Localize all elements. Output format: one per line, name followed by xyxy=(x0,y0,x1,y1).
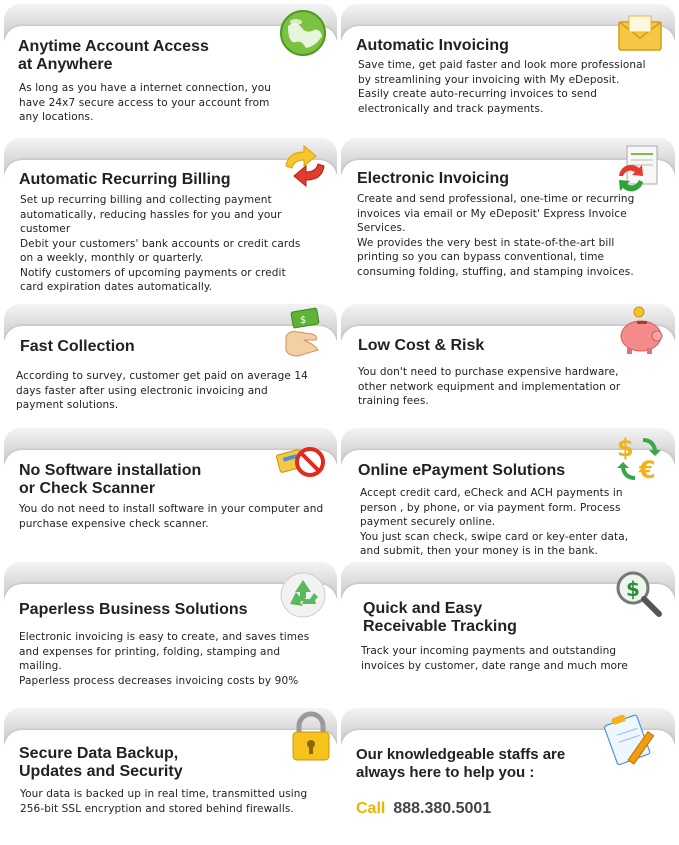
card-description: Track your incoming payments and outstanding invoices by customer, date range and much more xyxy=(361,645,628,672)
clipboard-pen-icon xyxy=(603,710,665,772)
globe-icon xyxy=(276,6,330,60)
feature-card-recurring-billing xyxy=(4,138,337,300)
svg-text:$: $ xyxy=(617,434,634,462)
feature-card-paperless xyxy=(4,562,337,704)
card-description: As long as you have a internet connection, you have 24x7 secure access to your account from any locations. xyxy=(19,82,272,123)
no-software-icon xyxy=(274,434,328,488)
card-title: No Software installation or Check Scanner xyxy=(19,462,202,497)
card-description: You do not need to install software in your computer and purchase expensive check scanner. xyxy=(19,503,324,530)
money-hand-icon xyxy=(276,306,330,360)
card-description: Set up recurring billing and collecting payment automatically, reducing hassles for you and your customer Debit your customers' bank accounts or credit cards on a weekly, monthly or quarterly. Notify customers of upcoming payments or credit card expiration dates automatically. xyxy=(20,194,301,293)
call-label: Call xyxy=(356,800,386,817)
recycle-icon xyxy=(276,568,330,622)
call-line xyxy=(356,800,491,818)
card-description: You don't need to purchase expensive hardware, other network equipment and implementation or training fees. xyxy=(358,366,621,407)
card-title: Automatic Recurring Billing xyxy=(19,171,231,188)
invoice-refresh-icon xyxy=(611,142,665,196)
card-description: Create and send professional, one-time or recurring invoices via email or My eDeposit' Express Invoice Services. We provides the very best in state-of-the-art bill printing so you can bypass conventional, time consuming folding, stuffing, and stamping invoices. xyxy=(357,193,635,278)
feature-card-automatic-invoicing xyxy=(341,4,675,134)
card-title: Low Cost & Risk xyxy=(358,337,485,354)
card-description: Accept credit card, eCheck and ACH payments in person , by phone, or via payment form. Process payment securely online. You just scan check, swipe card or key-enter data, and submit, then your money is in the bank. xyxy=(360,487,629,557)
card-title: Electronic Invoicing xyxy=(357,170,510,187)
card-description: According to survey, customer get paid on average 14 days faster after using electronic invoicing and payment solutions. xyxy=(16,370,308,411)
card-description: Your data is backed up in real time, transmitted using 256-bit SSL encryption and stored behind firewalls. xyxy=(20,788,308,815)
card-title: Paperless Business Solutions xyxy=(19,601,248,618)
contact-card xyxy=(341,708,675,845)
feature-card-online-epayment xyxy=(341,428,675,558)
svg-text:€: € xyxy=(639,456,656,484)
envelope-icon xyxy=(613,8,667,62)
contact-heading: Our knowledgeable staffs are always here to help you : xyxy=(356,746,566,781)
phone-number[interactable]: 888.380.5001 xyxy=(393,800,492,817)
svg-text:$: $ xyxy=(626,577,640,601)
piggy-bank-icon xyxy=(613,306,667,360)
card-title: Anytime Account Access at Anywhere xyxy=(18,38,209,73)
card-title: Secure Data Backup, Updates and Security xyxy=(19,745,183,780)
feature-card-fast-collection xyxy=(4,304,337,424)
svg-text:$: $ xyxy=(300,315,307,326)
card-title: Automatic Invoicing xyxy=(356,37,509,54)
card-description: Electronic invoicing is easy to create, and saves times and expenses for printing, folding, stamping and mailing. Paperless process decreases invoicing costs by 90% xyxy=(19,631,310,687)
card-title: Online ePayment Solutions xyxy=(358,462,566,479)
card-title: Quick and Easy Receivable Tracking xyxy=(363,600,517,635)
card-title: Fast Collection xyxy=(20,338,135,355)
card-description: Save time, get paid faster and look more professional by streamlining your invoicing with My eDeposit. Easily create auto-recurring invoices to send electronically and track payments. xyxy=(358,59,646,115)
dollar-magnifier-icon xyxy=(611,568,665,622)
feature-card-electronic-invoicing xyxy=(341,138,675,300)
recurring-arrows-icon xyxy=(278,140,332,194)
padlock-icon xyxy=(284,710,337,764)
feature-card-receivable-tracking xyxy=(341,562,675,704)
currency-exchange-icon xyxy=(613,432,667,486)
feature-card-secure-backup xyxy=(4,708,337,845)
feature-card-low-cost-risk xyxy=(341,304,675,424)
feature-card-anytime-access xyxy=(4,4,337,134)
feature-card-no-software xyxy=(4,428,337,558)
